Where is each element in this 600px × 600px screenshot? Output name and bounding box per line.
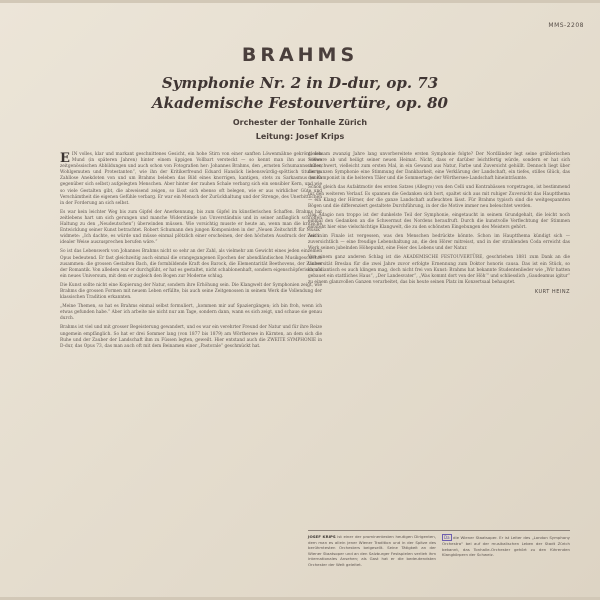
bio-text: die Wiener Staatsoper. Er ist Leiter des „London Symphony Orchestra“ bei auf der musikalischen Leben der Stadt Zürich bekannt, das Tonhalle-Orchester gehört zu den führenden Klangkörpern der Schweiz.	[442, 535, 570, 558]
liner-paragraph	[60, 152, 322, 207]
author-signature: KURT HEINZ	[534, 288, 570, 295]
liner-paragraph: „Meine Themen, so hat es Brahms einmal selbst formuliert, „kommen mir auf Spaziergängen; ich bin froh, wenn ich etwas gefunden habe.“ Aber ich arbeite nie nicht nur am Tage, sondern dann, wann es sich zeigt, und schaue sie genau durch.	[60, 304, 322, 322]
bio-columns	[308, 534, 570, 568]
liner-text: IN volles, klar und markant geschnittenes Gesicht, ein hohe Stirn von einer sanften Löwenmähne gekrönt, den Mund (in späteren Jahren) hinter einem üppigen Vollbart versteckt — so kennt man ihn aus vielen zeitgenössischen Abbildungen und auch schon von Fotografien her: Johannes Brahms, den „ernsten Schumannschüler, Wohlgemuten und Protestanten“, wie ihn der Kritikerfreund Eduard Hanslick liebenswürdig-spöttisch titulierte. Zahllose Anekdoten von und um Brahms beleben das Bild eines knorrigen, kantigen, stets zu Sarkasmus (auch gegenüber sich selbst) aufgelegten Menschen. Aber hinter der rauhen Schale verbarg sich ein sensibler Kern, und wie so viele Gestalten gibt, die abweisend zeigen, so lässt sich ebenso oft belegen, wie er aus wirklicher Güte und Verschämtheit die eigenen Gefühle verbarg. Er war ein Mensch der Zurückhaltung und der Strenge, des Unerbittlichen in der Forderung an sich selbst.	[60, 152, 322, 206]
liner-paragraph: gleichsam zwanzig Jahre lang unvorbereitete ersten Symphonie folgte? Der Nordländer legt seine grüblerischen Schwere ab und heiligt seiner neuen Heimat. Nicht, dass er darüber leichtfertig würde, sondern er hat sich unbeschwert, vielleicht zum ersten Mal, in ein Gewand aus Natur, Farbe und Zuversicht gehüllt. Dennoch liegt über der ganzen Symphonie eine Stimmung der Dankbarkeit, eine Verklärung der Landschaft, ein tiefes, stilles Glück, das der Komponist in die heiteren Täler und die Sommertage der Wörthersee-Landschaft hineinträumte.	[308, 152, 570, 182]
sleeve-edge-top	[0, 0, 600, 3]
bio-right	[442, 534, 570, 568]
liner-paragraph: So ist das Lebenswerk von Johannes Brahms nicht so sehr an der Zahl, als vielmehr am Gewicht eines jeden einzelnen Opus bedeutend. Er fast gleichzeitig auch einmal die orangegangenen Epochen der abendländischen Musikgeschichte zusammen: die grossen Gestalten Bach, die formbildende Kraft des Barock, die Elementarität Beethovens, der Zauber der Romantik. Von alledem war er durchglüht, er hat es gestaltet, nicht schablonenhaft, sondern eigenschöpferisch, als ein neues Universum, mit dem er zugleich den Bogen zur Moderne schlug.	[60, 249, 322, 279]
bio-text-2: Seine Tätigkeit an der Wiener Staatsoper und an den Salzburger Festspielen verlieh ihm internationales Ansehen; als Gast hat er die bedeutendsten Orchester der Welt geleitet.	[308, 545, 436, 567]
work-title-symphony: Symphonie Nr. 2 in D-dur, op. 73	[161, 74, 439, 92]
bio-left	[308, 534, 436, 568]
ink-stamp: Da	[444, 535, 450, 540]
orchestra-name: Orchester der Tonhalle Zürich	[232, 118, 368, 127]
work-title-overture: Akademische Festouvertüre, op. 80	[152, 94, 448, 112]
catalog-number: MMS-2208	[548, 22, 584, 29]
liner-paragraph: Schon gleich das Aufaktmotiv des ersten Satzes (Allegro) von den Celli und Kontrabässen vorgetragen, ist bestimmend für den weiteren Verlauf. Es spannen die Gedanken sich bort, spaltet sich aus mit ruhiger Zuversicht das Hauptthema — ein Klang der Hörner, der die ganze Landschaft aufleuchten lässt. Für Brahms typisch sind die weitgespannten Bögen und die differenziert gestaltete Durchführung, in der die Motive immer neu beleuchtet werden.	[308, 185, 570, 209]
conductor-name: Leitung: Josef Krips	[255, 132, 345, 141]
bio-text: ist einer der prominentesten heutigen Dirigenten, dem man es allein jener Wiener Tradition und in der Spitze des berühmtesten Orchesters beigesellt.	[308, 534, 436, 551]
liner-paragraph: Das Adagio non troppo ist der dunkelste Teil der Symphonie, eingetaucht in seinem Grundgehalt, die leicht noch einmal den Gedanken an die Schwermut des Nordens heraufruft. Durch die kunstvolle Verflechtung der Stimmen entsteht hier eine vielschichtige Klangwelt, die zu den schönsten Eingebungen des Meisters gehört.	[308, 212, 570, 231]
liner-paragraph: Es war kein leichter Weg bis zum Gipfel der Anerkennung, bis zum Gipfel im künstlerischen Schaffen. Brahms hat zeitlebens hart um sich gerungen und manche Widerstände (an Unverständnis und in seiner anfänglich schroffen Haltung zu den „Neudeutschen“) überwinden müssen. Wie vorsichtig musste er heute an, wenn man die kritische Entwicklung seiner Kunst betrachtet. Robert Schumann den jungen Komponisten in der „Neuen Zeitschrift für Musik“ widmete: „Ich dachte, es würde und müsse einmal plötzlich einer erscheinen, der den höchsten Ausdruck der Zeit in idealer Weise auszusprechen berufen wäre.“	[60, 209, 322, 246]
liner-paragraph: Die Kunst sollte nicht eine Kopierung der Natur, sondern ihre Erhöhung sein. Die Klangwelt der Symphonien zeigt, wie Brahms die grossen Formen mit neuem Leben erfüllte, bis auch seine Zeitgenossen in seinem Werk die Vollendung der klassischen Tradition erkannten.	[60, 282, 322, 301]
drop-cap: E	[60, 151, 70, 166]
liner-paragraph: Von einem ganz anderen Schlag ist die AKADEMISCHE FESTOUVERTÜRE, geschrieben 1881 zum Dank an die Universität Breslau für die zwei Jahre zuvor erfolgte Ernennung zum Doktor honoris causa. Das ist ein Stück, so komödiantisch es auch klingen mag, doch nicht frei von Kunst: Brahms hat bekannte Studentenlieder wie „Wir hatten gebauet ein stattliches Haus“, „Der Landesvater“, „Was kommt dort von der Höh’“ und schliesslich „Gaudeamus igitur“ zu einem glanzvollen Ganzen verarbeitet, das bis heute seinen Platz im Konzertsaal behauptet.	[308, 255, 570, 285]
liner-paragraph: Auch im Finale ist vergessen, was den Menschen bedrückte könnte. Schon im Hauptthema kündigt sich — zuversichtlich — eine freudige Lebenshaltung an, die den Hörer mitreisst, und in der strahlenden Coda erreicht das Werk seinen jubelnden Höhepunkt, eine Feier des Lebens und der Natur.	[308, 234, 570, 252]
conductor-bio-box	[308, 530, 570, 568]
liner-notes-left-column	[60, 152, 322, 353]
composer-title: BRAHMS	[241, 44, 359, 66]
bio-name: JOSEF KRIPS	[308, 534, 336, 539]
liner-paragraph: Brahms ist viel und mit grosser Begeisterung gewandert, und es war ein verehrter Freund der Natur und für ihre Reize ungemein empfänglich. So hat er drei Sommer lang (von 1877 bis 1879) am Wörthersee in Kärnten, an dem sich die Ruhe und der Zauber der Landschaft ihm zu Füssen legten, geweilt. Hier entstand auch die ZWEITE SYMPHONIE in D-dur, das Opus 73, das man auch oft mit dem Beinamen einer „Pastorale“ geschmückt hat.	[60, 325, 322, 349]
liner-notes-right-column	[308, 152, 570, 295]
